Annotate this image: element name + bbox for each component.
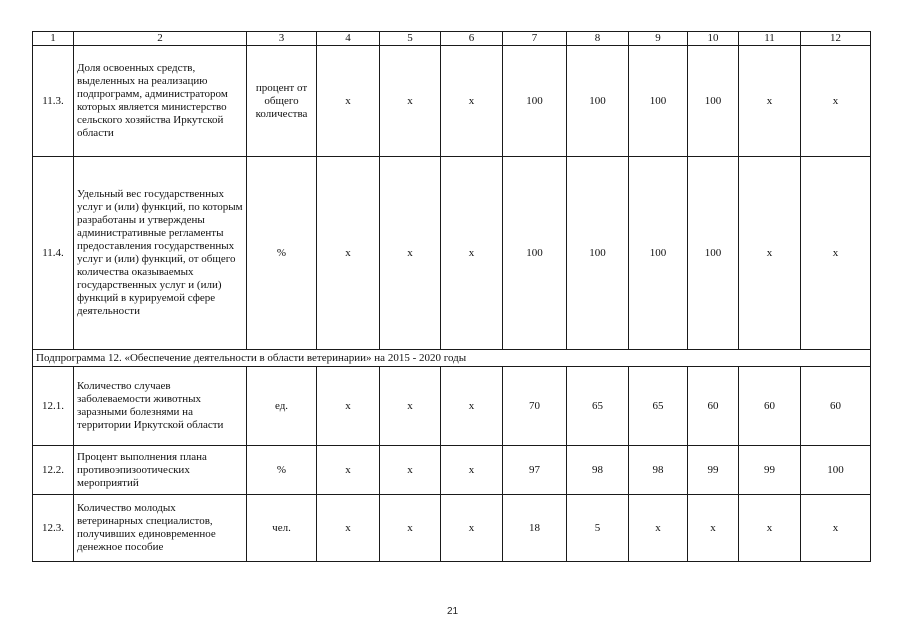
unit-cell: ед. [247, 367, 317, 446]
value-cell: х [380, 446, 441, 495]
row-number: 11.4. [33, 157, 74, 350]
table-row [33, 446, 871, 495]
row-number: 12.1. [33, 367, 74, 446]
unit-cell: % [247, 157, 317, 350]
value-cell: х [688, 495, 739, 562]
column-number: 3 [247, 32, 317, 46]
column-number: 11 [739, 32, 801, 46]
indicator-description: Доля освоенных средств, выделенных на реализацию подпрограмм, администратором которых является министерство сельского хозяйства Иркутской области [74, 46, 247, 157]
table-row [33, 46, 871, 157]
column-number: 7 [503, 32, 567, 46]
column-number: 1 [33, 32, 74, 46]
value-cell: х [317, 46, 380, 157]
value-cell: х [317, 367, 380, 446]
value-cell: 100 [688, 157, 739, 350]
value-cell: 98 [629, 446, 688, 495]
row-number: 11.3. [33, 46, 74, 157]
value-cell: х [441, 367, 503, 446]
value-cell: х [317, 446, 380, 495]
value-cell: 100 [801, 446, 871, 495]
value-cell: х [441, 46, 503, 157]
value-cell: х [441, 446, 503, 495]
value-cell: х [801, 157, 871, 350]
value-cell: 100 [503, 157, 567, 350]
subprogram-title: Подпрограмма 12. «Обеспечение деятельности в области ветеринарии» на 2015 - 2020 годы [33, 350, 871, 367]
value-cell: 60 [801, 367, 871, 446]
value-cell: х [317, 495, 380, 562]
value-cell: 70 [503, 367, 567, 446]
value-cell: 60 [688, 367, 739, 446]
value-cell: х [441, 157, 503, 350]
column-number: 8 [567, 32, 629, 46]
value-cell: 60 [739, 367, 801, 446]
column-number: 5 [380, 32, 441, 46]
value-cell: х [801, 46, 871, 157]
table-row [33, 495, 871, 562]
value-cell: х [739, 495, 801, 562]
row-number: 12.2. [33, 446, 74, 495]
table-row [33, 367, 871, 446]
value-cell: 65 [567, 367, 629, 446]
indicator-description: Количество случаев заболеваемости животных заразными болезнями на территории Иркутской области [74, 367, 247, 446]
indicators-table [32, 31, 871, 562]
value-cell: х [801, 495, 871, 562]
value-cell: 99 [688, 446, 739, 495]
value-cell: 97 [503, 446, 567, 495]
subprogram-row [33, 350, 871, 367]
column-number: 12 [801, 32, 871, 46]
value-cell: х [739, 46, 801, 157]
unit-cell: % [247, 446, 317, 495]
table-row [33, 157, 871, 350]
value-cell: 65 [629, 367, 688, 446]
value-cell: 100 [503, 46, 567, 157]
unit-cell: чел. [247, 495, 317, 562]
column-number: 4 [317, 32, 380, 46]
value-cell: 100 [567, 157, 629, 350]
column-number: 10 [688, 32, 739, 46]
value-cell: 100 [629, 157, 688, 350]
indicator-description: Удельный вес государственных услуг и (или) функций, по которым разработаны и утверждены административные регламенты предоставления государственных услуг и (или) функций, от общего количества оказываемых государственных услуг и (или) функций в курируемой сфере деятельности [74, 157, 247, 350]
indicator-description: Процент выполнения плана противоэпизоотических мероприятий [74, 446, 247, 495]
column-number-header-row [33, 32, 871, 46]
value-cell: х [629, 495, 688, 562]
value-cell: х [441, 495, 503, 562]
value-cell: х [739, 157, 801, 350]
value-cell: х [380, 495, 441, 562]
value-cell: х [380, 157, 441, 350]
column-number: 9 [629, 32, 688, 46]
page-number: 21 [446, 606, 459, 617]
unit-cell: процент от общего количества [247, 46, 317, 157]
value-cell: 100 [688, 46, 739, 157]
value-cell: х [317, 157, 380, 350]
value-cell: 18 [503, 495, 567, 562]
value-cell: 100 [567, 46, 629, 157]
indicator-description: Количество молодых ветеринарных специалистов, получивших единовременное денежное пособие [74, 495, 247, 562]
value-cell: 99 [739, 446, 801, 495]
row-number: 12.3. [33, 495, 74, 562]
column-number: 6 [441, 32, 503, 46]
value-cell: х [380, 367, 441, 446]
value-cell: 100 [629, 46, 688, 157]
column-number: 2 [74, 32, 247, 46]
value-cell: х [380, 46, 441, 157]
value-cell: 5 [567, 495, 629, 562]
value-cell: 98 [567, 446, 629, 495]
